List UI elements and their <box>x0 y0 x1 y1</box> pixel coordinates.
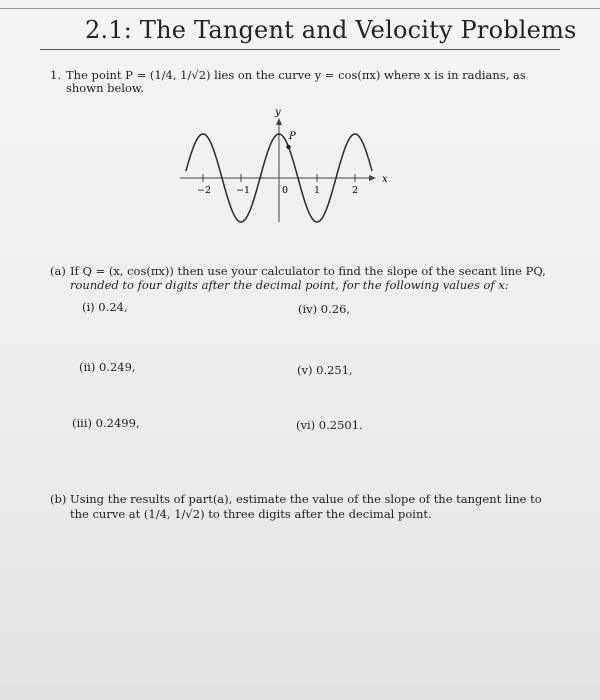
y-axis-arrow <box>276 118 282 125</box>
x-axis-label: x <box>382 174 388 185</box>
value-i: (i) 0.24, <box>82 300 128 314</box>
top-rule <box>0 8 600 9</box>
y-axis-label: y <box>275 107 281 118</box>
tick-label-neg1: −1 <box>236 185 251 196</box>
tick-label-2: 2 <box>352 185 359 196</box>
value-v: (v) 0.251, <box>297 363 353 377</box>
tick-label-1: 1 <box>314 185 321 196</box>
tick-label-0: 0 <box>282 185 289 196</box>
part-b-line-2: the curve at (1/4, 1/√2) to three digits after the decimal point. <box>70 507 432 521</box>
point-p-label: P <box>289 131 296 142</box>
tick-label-neg2: −2 <box>197 185 212 196</box>
value-ii: (ii) 0.249, <box>79 360 136 374</box>
value-iv: (iv) 0.26, <box>298 302 351 316</box>
part-a-line-2: rounded to four digits after the decimal point, for the following values of x: <box>70 278 509 292</box>
part-b-line-1: Using the results of part(a), estimate the value of the slope of the tangent line to <box>70 492 542 506</box>
problem-intro-line-2: shown below. <box>66 81 145 95</box>
value-vi: (vi) 0.2501. <box>296 418 363 432</box>
part-a-line-1: If Q = (x, cos(πx)) then use your calculator to find the slope of the secant line PQ, <box>70 264 546 278</box>
cosine-graph <box>150 100 410 230</box>
part-b-label: (b) <box>50 492 67 506</box>
problem-intro-line-1: The point P = (1/4, 1/√2) lies on the curve y = cos(πx) where x is in radians, as <box>66 68 526 82</box>
title-rule <box>40 49 560 50</box>
part-a-label: (a) <box>50 264 66 278</box>
problem-number: 1. <box>50 68 61 82</box>
page-title: 2.1: The Tangent and Velocity Problems <box>85 16 577 44</box>
point-p-marker <box>286 145 290 149</box>
x-axis-arrow <box>369 175 376 181</box>
value-iii: (iii) 0.2499, <box>72 416 140 430</box>
